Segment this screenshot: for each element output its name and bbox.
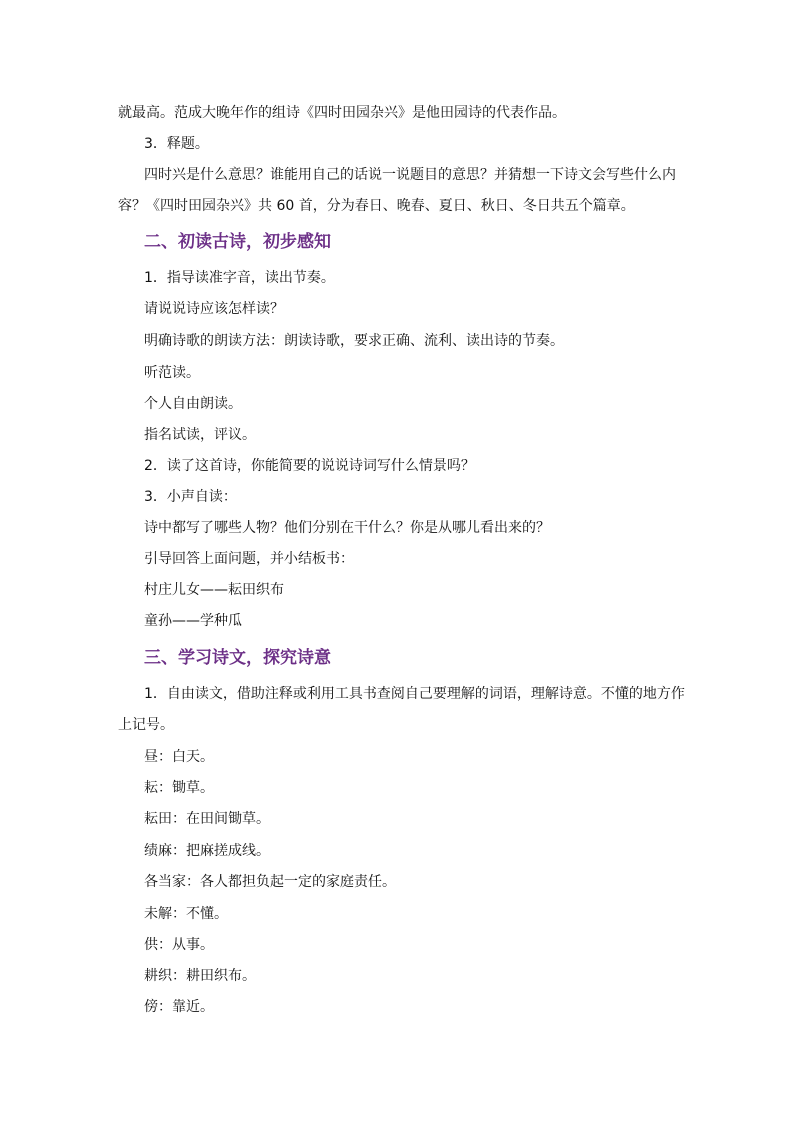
paragraph-line: 上记号。 (118, 717, 174, 733)
glossary-item: 昼：白天。 (144, 749, 214, 765)
glossary-item: 傍：靠近。 (144, 999, 214, 1015)
section-heading: 三、学习诗文，探究诗意 (144, 648, 331, 668)
list-item: 1．指导读准字音，读出节奏。 (144, 270, 335, 286)
glossary-item: 绩麻：把麻搓成线。 (144, 843, 270, 859)
glossary-item: 各当家：各人都担负起一定的家庭责任。 (144, 874, 396, 890)
list-item: 个人自由朗读。 (144, 396, 242, 412)
paragraph-line: 四时兴是什么意思？谁能用自己的话说一说题目的意思？并猜想一下诗文会写些什么内 (144, 167, 676, 183)
list-item: 引导回答上面问题，并小结板书： (144, 551, 354, 567)
paragraph-line: 1．自由读文，借助注释或利用工具书查阅自己要理解的词语，理解诗意。不懂的地方作 (144, 686, 685, 702)
list-item: 请说说诗应该怎样读？ (144, 301, 284, 317)
glossary-item: 未解：不懂。 (144, 906, 228, 922)
list-item: 指名试读，评议。 (144, 427, 256, 443)
glossary-item: 耘田：在田间锄草。 (144, 811, 270, 827)
list-item: 听范读。 (144, 365, 200, 381)
list-item: 村庄儿女——耘田织布 (144, 582, 284, 598)
list-item: 2．读了这首诗，你能简要的说说诗词写什么情景吗？ (144, 458, 475, 474)
list-item: 明确诗歌的朗读方法：朗读诗歌，要求正确、流利、读出诗的节奏。 (144, 333, 564, 349)
intro-line: 就最高。范成大晚年作的组诗《四时田园杂兴》是他田园诗的代表作品。 (118, 105, 566, 121)
item-3: 3．释题。 (144, 136, 209, 152)
list-item: 童孙——学种瓜 (144, 613, 242, 629)
list-item: 诗中都写了哪些人物？他们分别在干什么？你是从哪儿看出来的？ (144, 520, 550, 536)
list-item: 3．小声自读： (144, 489, 237, 505)
glossary-item: 耘：锄草。 (144, 780, 214, 796)
paragraph-line: 容？《四时田园杂兴》共 60 首，分为春日、晚春、夏日、秋日、冬日共五个篇章。 (118, 198, 635, 214)
section-heading: 二、初读古诗，初步感知 (144, 232, 331, 252)
glossary-item: 供：从事。 (144, 937, 214, 953)
glossary-item: 耕织：耕田织布。 (144, 968, 256, 984)
